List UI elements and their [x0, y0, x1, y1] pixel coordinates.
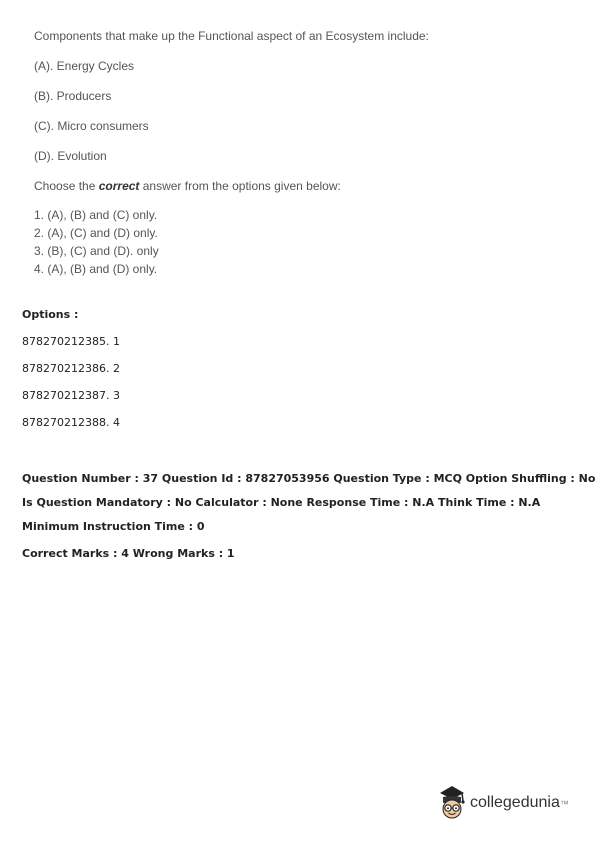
choose-prefix: Choose the — [34, 179, 99, 193]
logo-text: collegedunia — [470, 794, 560, 811]
question-text: Components that make up the Functional aspect of an Ecosystem include: — [34, 29, 429, 43]
question-block — [34, 28, 429, 278]
option-4: 878270212388. 4 — [22, 416, 120, 429]
mascot-icon — [436, 783, 468, 823]
statement-d: (D). Evolution — [34, 149, 107, 163]
option-1: 878270212385. 1 — [22, 335, 120, 348]
answer-item-1: 1. (A), (B) and (C) only. — [34, 208, 158, 222]
option-2: 878270212386. 2 — [22, 362, 120, 375]
answer-item-2: 2. (A), (C) and (D) only. — [34, 226, 158, 240]
options-title: Options : — [22, 308, 79, 321]
logo-trademark: ™ — [559, 799, 569, 809]
collegedunia-logo — [436, 783, 569, 823]
meta-line-4: Correct Marks : 4 Wrong Marks : 1 — [22, 547, 235, 560]
choose-emphasis: correct — [98, 179, 140, 193]
answer-item-3: 3. (B), (C) and (D). only — [34, 244, 159, 258]
statement-b: (B). Producers — [34, 89, 112, 103]
statement-c: (C). Micro consumers — [34, 119, 149, 133]
meta-line-1: Question Number : 37 Question Id : 87827053956 Question Type : MCQ Option Shuffling : No — [22, 472, 595, 485]
answer-item-4: 4. (A), (B) and (D) only. — [34, 262, 158, 276]
choose-suffix: answer from the options given below: — [139, 179, 341, 193]
choose-instruction — [34, 178, 429, 206]
statement-a: (A). Energy Cycles — [34, 59, 135, 73]
meta-line-2: Is Question Mandatory : No Calculator : None Response Time : N.A Think Time : N.A — [22, 496, 541, 509]
meta-line-3: Minimum Instruction Time : 0 — [22, 520, 205, 533]
logo-wordmark — [470, 794, 569, 812]
answer-list — [34, 206, 429, 278]
option-3: 878270212387. 3 — [22, 389, 120, 402]
